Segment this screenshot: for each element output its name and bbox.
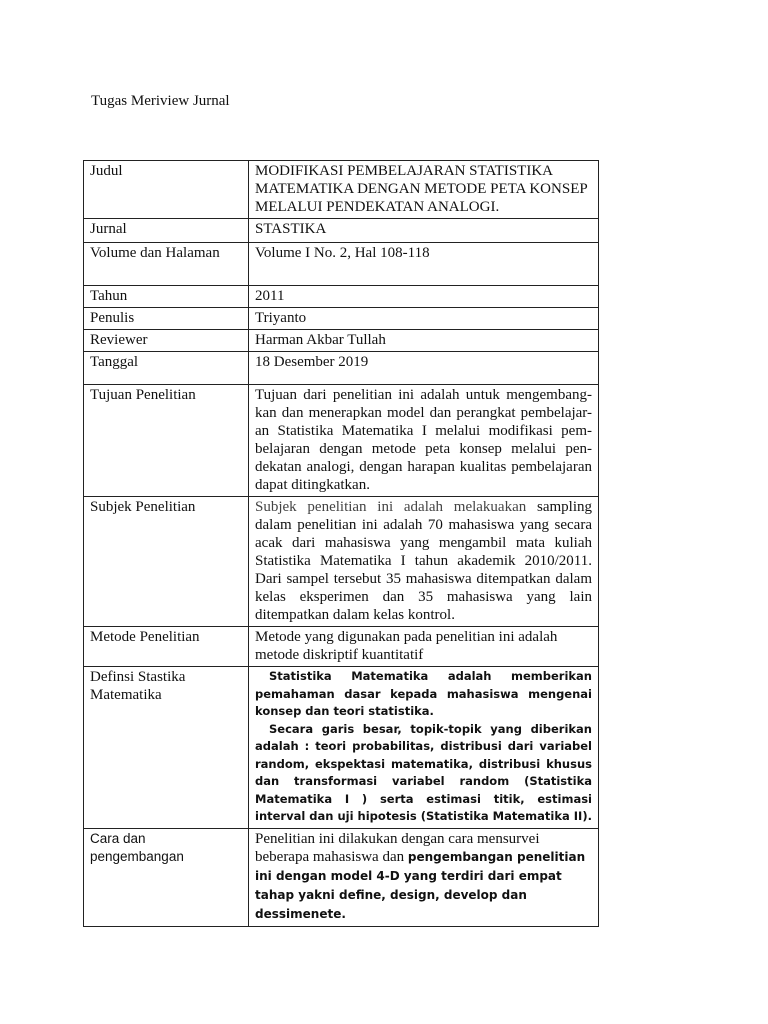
subjek-main-text: sampling dalam penelitian ini adalah 70 mahasiswa yang secara acak dari mahasiswa yang mengambil mata kuliah Statistika Matematika I tahun akademik 2010/2011. Dari sampel tersebut 35 mahasiswa ditempatkan dalam kelas eksperimen dan 35 mahasiswa yang lain ditempatkan dalam kelas kontrol. [255,499,592,623]
value-cara [249,828,599,926]
label-tahun: Tahun [84,286,249,308]
label-penulis: Penulis [84,308,249,330]
label-judul: Judul [84,161,249,219]
table-row [84,286,599,308]
label-tujuan: Tujuan Penelitian [84,385,249,497]
table-row [84,352,599,385]
label-metode: Metode Penelitian [84,627,249,667]
table-row [84,627,599,667]
label-reviewer: Reviewer [84,330,249,352]
table-row [84,161,599,219]
value-reviewer: Harman Akbar Tullah [249,330,599,352]
value-penulis: Triyanto [249,308,599,330]
table-row [84,308,599,330]
label-volume: Volume dan Halaman [84,243,249,286]
label-definisi: Definsi Stastika Matematika [84,667,249,829]
page-heading: Tugas Meriview Jurnal [91,93,230,109]
table-row [84,243,599,286]
value-tahun: 2011 [249,286,599,308]
value-subjek [249,497,599,627]
cara-main-text: pengembangan penelitian ini dengan model 4-D yang terdiri dari empat tahap yakni define, design, develop dan dessimenete. [255,849,586,921]
table-row [84,219,599,243]
label-jurnal: Jurnal [84,219,249,243]
table-row [84,828,599,926]
label-tanggal: Tanggal [84,352,249,385]
value-metode: Metode yang digunakan pada penelitian ini adalah metode diskriptif kuantitatif [249,627,599,667]
value-volume: Volume I No. 2, Hal 108-118 [249,243,599,286]
subjek-intro-text: Subjek penelitian ini adalah melakuakan [255,499,527,515]
label-cara: Cara dan pengembangan [84,828,249,926]
table-row [84,330,599,352]
value-jurnal: STASTIKA [249,219,599,243]
cara-intro-text: Penelitian ini dilakukan dengan cara mensurvei beberapa mahasiswa dan [255,830,540,865]
value-definisi [249,667,599,829]
value-judul: MODIFIKASI PEMBELAJARAN STATISTIKA MATEMATIKA DENGAN METODE PETA KONSEP MELALUI PENDEKATAN ANALOGI. [249,161,599,219]
label-subjek: Subjek Penelitian [84,497,249,627]
review-table [83,160,599,927]
table-row [84,667,599,829]
table-row [84,385,599,497]
definisi-paragraph-2: Secara garis besar, topik-topik yang diberikan adalah : teori probabilitas, distribusi dari variabel random, ekspektasi matematika, distribusi khusus dan transformasi variabel random (Statistika Matematika I ) serta estimasi titik, estimasi interval dan uji hipotesis (Statistika Matematika II). [255,721,592,823]
table-row [84,497,599,627]
value-tanggal: 18 Desember 2019 [249,352,599,385]
value-tujuan: Tujuan dari penelitian ini adalah untuk mengembang-kan dan menerapkan model dan perangkat pembelajar-an Statistika Matematika I melalui modifikasi pem-belajaran dengan metode peta konsep melalui pen-dekatan analogi, dengan harapan kualitas pembelajaran dapat ditingkatkan. [249,385,599,497]
definisi-paragraph-1: Statistika Matematika adalah memberikan pemahaman dasar kepada mahasiswa mengenai konsep dan teori statistika. [255,669,592,718]
